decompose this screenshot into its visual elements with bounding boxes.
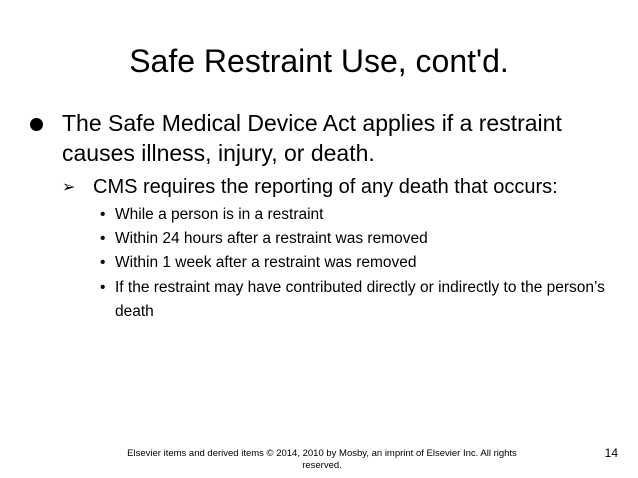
copyright-footer: Elsevier items and derived items © 2014, 2010 by Mosby, an imprint of Elsevier Inc. All rights reserved. <box>127 448 517 471</box>
list-item <box>100 227 620 251</box>
page-number: 14 <box>604 446 618 460</box>
small-dot-bullet-icon: • <box>100 254 106 271</box>
bullet-level2-text: CMS requires the reporting of any death that occurs: <box>93 176 558 198</box>
list-item-text: While a person is in a restraint <box>115 206 324 223</box>
list-item <box>100 251 620 275</box>
filled-circle-bullet-icon <box>30 118 43 131</box>
bullet-level1-text: The Safe Medical Device Act applies if a restraint causes illness, injury, or death. <box>62 110 562 166</box>
list-item-text: Within 1 week after a restraint was removed <box>115 254 417 271</box>
slide-title: Safe Restraint Use, cont'd. <box>129 43 509 79</box>
list-item-text: If the restraint may have contributed directly or indirectly to the person’s death <box>115 279 605 320</box>
list-item <box>100 276 620 324</box>
list-item-text: Within 24 hours after a restraint was removed <box>115 230 428 247</box>
small-dot-bullet-icon: • <box>100 279 106 296</box>
list-item <box>100 203 620 227</box>
arrowhead-bullet-icon: ➢ <box>62 177 76 196</box>
small-dot-bullet-icon: • <box>100 230 106 247</box>
bullet-level1 <box>30 108 620 168</box>
small-dot-bullet-icon: • <box>100 206 106 223</box>
bullet-level2 <box>62 174 622 200</box>
